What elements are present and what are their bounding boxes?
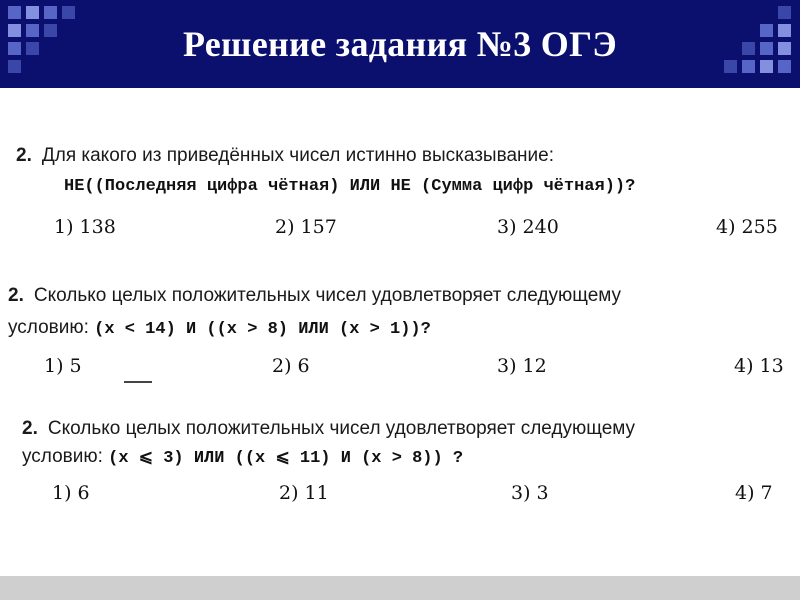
problem-1-expression: НЕ((Последняя цифра чётная) ИЛИ НЕ (Сумма цифр чётная))? [64,177,636,196]
problem-2-expression: (x < 14) И ((x > 8) ИЛИ (x > 1))? [94,320,431,339]
question-text: Сколько целых положительных чисел удовлетворяет следующему [47,418,636,439]
problem-2-question [8,285,621,307]
problem-3-condition [22,446,463,468]
footer-bar [0,576,800,600]
problem-1-question [16,145,554,167]
answer-option: 2) 6 [272,355,310,377]
problem-number: 2. [22,418,38,439]
answer-option: 4) 255 [716,216,778,238]
answer-option: 1) 5 [44,355,82,377]
answer-option: 3) 12 [497,355,547,377]
answer-option: 2) 157 [275,216,337,238]
condition-prefix: условию: [22,446,103,467]
answer-option: 4) 13 [734,355,784,377]
answer-option: 2) 11 [279,482,329,504]
problem-3-expression: (x ⩽ 3) ИЛИ ((x ⩽ 11) И (x > 8)) ? [108,449,464,468]
problem-number: 2. [16,145,32,166]
slide-header [0,0,800,88]
underline-mark [124,381,152,383]
problem-3-question [22,418,635,440]
answer-option: 1) 138 [54,216,116,238]
answer-option: 1) 6 [52,482,90,504]
answer-option: 3) 3 [511,482,549,504]
problem-2-condition [8,317,431,339]
answer-option: 3) 240 [497,216,559,238]
condition-prefix: условию: [8,317,89,338]
question-text: Сколько целых положительных чисел удовлетворяет следующему [33,285,622,306]
question-text: Для какого из приведённых чисел истинно высказывание: [41,145,554,166]
answer-option: 4) 7 [735,482,773,504]
problem-number: 2. [8,285,24,306]
page-title: Решение задания №3 ОГЭ [182,24,618,64]
